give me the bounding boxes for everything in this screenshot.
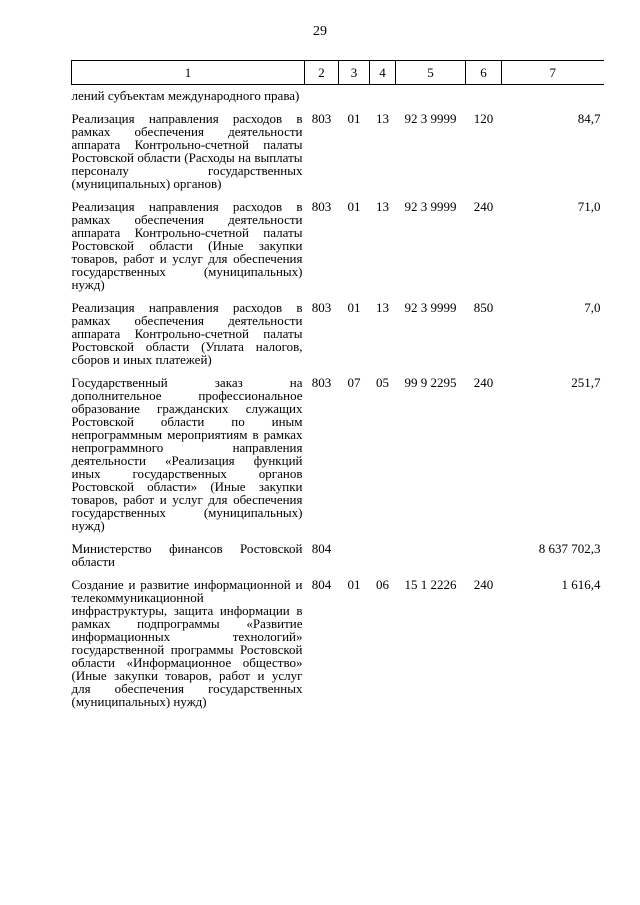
table-header-row (72, 61, 604, 85)
row-ministry-code: 803 (311, 111, 332, 126)
row-target-code: 99 9 2295 (404, 375, 457, 390)
row-section-code: 01 (347, 300, 361, 315)
row-ministry-code: 803 (311, 300, 332, 315)
row-ministry-code: 803 (311, 375, 332, 390)
header-col-6: 6 (466, 61, 502, 85)
row-expense-type: 240 (473, 199, 494, 214)
header-col-1: 1 (72, 61, 305, 85)
row-expense-type: 120 (473, 111, 494, 126)
row-section-code: 01 (347, 577, 361, 592)
row-section-code: 07 (347, 375, 361, 390)
row-name: Реализация направления расходов в рамках обеспечения деятельности аппарата Контрольно-счетной палаты Ростовской области (Иные закупки товаров, работ и услуг для обеспечения государственных (муниципальных) нужд) (71, 199, 303, 292)
row-target-code: 92 3 9999 (404, 199, 457, 214)
row-section-code (339, 542, 370, 578)
row-target-code: 92 3 9999 (404, 300, 457, 315)
row-subsection-code: 05 (376, 375, 389, 390)
page-number: 29 (313, 24, 327, 39)
row-section-code: 01 (347, 199, 361, 214)
table-row-continuation (72, 85, 604, 113)
continuation-text: лений субъектам международного права) (71, 88, 300, 103)
row-ministry-code: 804 (311, 577, 332, 592)
header-col-2: 2 (305, 61, 339, 85)
row-expense-type (466, 542, 502, 578)
budget-table (71, 60, 604, 718)
table-row (72, 112, 604, 200)
table-row (72, 301, 604, 376)
header-col-3: 3 (339, 61, 370, 85)
row-name: Создание и развитие информационной и телекоммуникационной инфраструктуры, защита информации в рамках подпрограммы «Развитие информационных технологий» государственной программы Ростовской области «Информационное общество» (Иные закупки товаров, работ и услуг для обеспечения государственных (муниципальных) нужд) (71, 577, 303, 709)
row-amount: 1 616,4 (561, 577, 601, 592)
row-subsection-code: 13 (376, 111, 389, 126)
row-expense-type: 240 (473, 375, 494, 390)
header-col-7: 7 (502, 61, 604, 85)
row-target-code: 15 1 2226 (404, 577, 457, 592)
row-subsection-code: 13 (376, 199, 389, 214)
row-amount: 71,0 (577, 199, 601, 214)
table-row (72, 376, 604, 542)
row-expense-type: 240 (473, 577, 494, 592)
row-amount: 8 637 702,3 (538, 541, 601, 556)
row-name: Реализация направления расходов в рамках обеспечения деятельности аппарата Контрольно-счетной палаты Ростовской области (Расходы на выплаты персоналу государственных (муниципальных) органов) (71, 111, 303, 191)
table-row (72, 578, 604, 718)
row-subsection-code: 06 (376, 577, 389, 592)
row-name: Министерство финансов Ростовской области (71, 541, 303, 569)
row-name: Государственный заказ на дополнительное профессиональное образование гражданских служащих Ростовской области по иным непрограммным мероприятиям в рамках непрограммного направления деятельности «Реализация функций иных государственных органов Ростовской области» (Иные закупки товаров, работ и услуг для обеспечения государственных (муниципальных) нужд) (71, 375, 303, 533)
header-col-4: 4 (370, 61, 396, 85)
row-name: Реализация направления расходов в рамках обеспечения деятельности аппарата Контрольно-счетной палаты Ростовской области (Уплата налогов, сборов и иных платежей) (71, 300, 303, 367)
row-section-code: 01 (347, 111, 361, 126)
row-subsection-code: 13 (376, 300, 389, 315)
row-target-code (396, 542, 466, 578)
row-amount: 84,7 (577, 111, 601, 126)
row-ministry-code: 804 (311, 541, 332, 556)
table-row (72, 200, 604, 301)
header-col-5: 5 (396, 61, 466, 85)
table-row (72, 542, 604, 578)
row-ministry-code: 803 (311, 199, 332, 214)
row-subsection-code (370, 542, 396, 578)
row-amount: 7,0 (584, 300, 601, 315)
row-target-code: 92 3 9999 (404, 111, 457, 126)
row-amount: 251,7 (571, 375, 601, 390)
row-expense-type: 850 (473, 300, 494, 315)
